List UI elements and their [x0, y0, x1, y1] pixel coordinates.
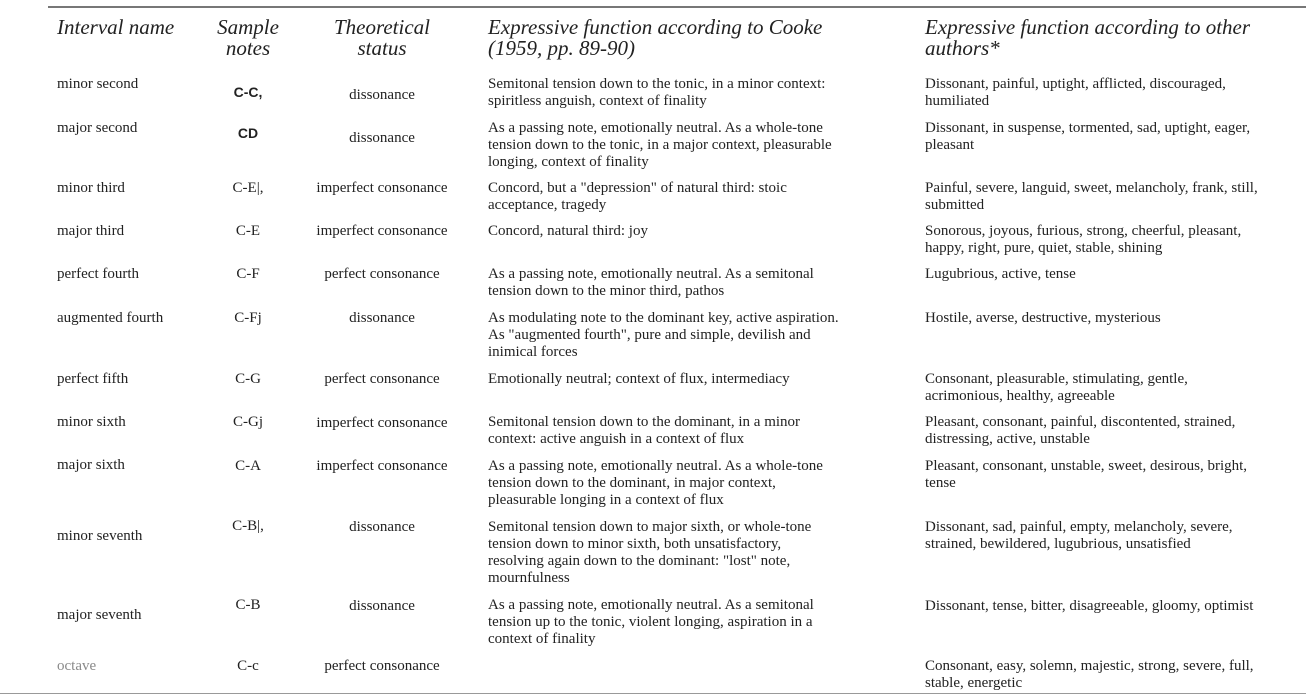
row-cooke-description [488, 223, 648, 240]
row-status: dissonance [349, 598, 415, 614]
row-interval-name: major sixth [57, 457, 125, 473]
cooke-line: inimical forces [488, 344, 578, 360]
header-sample-notes-line2: notes [225, 36, 271, 60]
other-line: Dissonant, tense, bitter, disagreeable, gloomy, optimist [925, 598, 1254, 614]
row-sample-notes: C-B [235, 597, 261, 613]
row-interval-name: perfect fourth [57, 266, 140, 282]
row-sample-notes: C-c [237, 658, 259, 674]
row-status: imperfect consonance [316, 180, 448, 196]
row-sample-notes: C-Gj [233, 414, 263, 430]
header-other-line2: authors* [925, 36, 1000, 60]
cooke-line: tension down to the dominant, in major context, [488, 475, 776, 491]
row-sample-notes: C-E [235, 223, 261, 239]
row-interval-name: major second [57, 120, 138, 136]
row-cooke-description [488, 519, 811, 587]
header-other-authors [925, 17, 1250, 59]
cooke-line: mournfulness [488, 570, 570, 586]
other-line: happy, right, pure, quiet, stable, shining [925, 240, 1163, 256]
row-sample-notes: C-A [235, 458, 261, 474]
header-other-line1: Expressive function according to other [925, 15, 1251, 39]
header-status-line2: status [357, 36, 407, 60]
row-status: dissonance [349, 310, 415, 326]
row-interval-name: major third [57, 223, 125, 239]
other-line: tense [925, 475, 956, 491]
cooke-line: longing, context of finality [488, 154, 649, 170]
other-line: Consonant, easy, solemn, majestic, strong, severe, full, [925, 658, 1254, 674]
row-cooke-description [488, 310, 839, 361]
row-other-description [925, 371, 1188, 405]
row-status: imperfect consonance [316, 223, 448, 239]
cooke-line: Semitonal tension down to the dominant, in a minor [488, 414, 801, 430]
cooke-line: acceptance, tragedy [488, 197, 607, 213]
cooke-line: tension down to minor sixth, both unsatisfactory, [488, 536, 782, 552]
row-status: perfect consonance [324, 658, 440, 674]
row-cooke-description [488, 371, 790, 388]
header-cooke-line1: Expressive function according to Cooke [488, 15, 823, 39]
cooke-line: As a passing note, emotionally neutral. As a whole-tone [488, 120, 823, 136]
cooke-line: As modulating note to the dominant key, active aspiration. [488, 310, 839, 326]
other-line: strained, bewildered, lugubrious, unsatisfied [925, 536, 1191, 552]
row-status: perfect consonance [324, 266, 440, 282]
other-line: Hostile, averse, destructive, mysterious [925, 310, 1161, 326]
row-cooke-description [488, 76, 825, 110]
header-cooke [488, 17, 822, 59]
other-line: Pleasant, consonant, painful, discontented, strained, [925, 414, 1236, 430]
row-sample-notes: C-C, [233, 84, 263, 100]
other-line: submitted [925, 197, 985, 213]
cooke-line: resolving again down to the dominant: "lost" note, [488, 553, 791, 569]
other-line: Lugubrious, active, tense [925, 266, 1076, 282]
header-sample-notes-line1: Sample [217, 15, 279, 39]
cooke-line: tension down to the tonic, in a major context, pleasurable [488, 137, 832, 153]
header-interval-name: Interval name [57, 15, 175, 39]
cooke-line: Semitonal tension down to the tonic, in a minor context: [488, 76, 826, 92]
row-other-description [925, 266, 1076, 283]
row-other-description [925, 223, 1241, 257]
row-other-description [925, 414, 1235, 448]
header-cooke-line2: (1959, pp. 89-90) [488, 36, 635, 60]
row-interval-name: minor second [57, 76, 139, 92]
cooke-line: As a passing note, emotionally neutral. As a whole-tone [488, 458, 823, 474]
row-status: perfect consonance [324, 371, 440, 387]
row-sample-notes: C-B|, [232, 518, 264, 534]
cooke-line: As a passing note, emotionally neutral. As a semitonal [488, 597, 814, 613]
other-line: Pleasant, consonant, unstable, sweet, desirous, bright, [925, 458, 1248, 474]
row-other-description [925, 458, 1247, 492]
row-sample-notes: CD [237, 125, 259, 141]
header-status-line1: Theoretical [333, 15, 431, 39]
row-sample-notes: C-F [236, 266, 260, 282]
row-interval-name: minor seventh [57, 528, 143, 544]
row-status: dissonance [349, 519, 415, 535]
row-interval-name: major seventh [57, 607, 142, 623]
row-status: dissonance [349, 87, 415, 103]
header-theoretical-status [298, 17, 466, 59]
row-other-description [925, 658, 1254, 692]
row-other-description [925, 180, 1258, 214]
row-cooke-description [488, 414, 800, 448]
other-line: pleasant [925, 137, 975, 153]
row-cooke-description [488, 458, 823, 509]
cooke-line: tension up to the tonic, violent longing, aspiration in a [488, 614, 813, 630]
row-status: imperfect consonance [316, 415, 448, 431]
row-interval-name: perfect fifth [57, 371, 129, 387]
cooke-line: tension down to the minor third, pathos [488, 283, 725, 299]
row-interval-name: minor third [57, 180, 125, 196]
other-line: Dissonant, painful, uptight, afflicted, discouraged, [925, 76, 1226, 92]
cooke-line: As "augmented fourth", pure and simple, devilish and [488, 327, 811, 343]
row-cooke-description [488, 120, 832, 171]
other-line: Dissonant, sad, painful, empty, melancholy, severe, [925, 519, 1233, 535]
other-line: stable, energetic [925, 675, 1023, 691]
row-other-description [925, 120, 1250, 154]
other-line: Consonant, pleasurable, stimulating, gentle, [925, 371, 1188, 387]
row-sample-notes: C-G [235, 371, 261, 387]
table-top-rule [48, 6, 1306, 8]
cooke-line: As a passing note, emotionally neutral. As a semitonal [488, 266, 814, 282]
other-line: humiliated [925, 93, 990, 109]
cooke-line: Emotionally neutral; context of flux, intermediacy [488, 371, 790, 387]
cooke-line: spiritless anguish, context of finality [488, 93, 707, 109]
page-bottom-edge [0, 693, 1306, 694]
row-status: dissonance [349, 130, 415, 146]
row-cooke-description [488, 266, 814, 300]
cooke-line: Semitonal tension down to major sixth, or whole-tone [488, 519, 812, 535]
other-line: Dissonant, in suspense, tormented, sad, uptight, eager, [925, 120, 1251, 136]
row-other-description [925, 310, 1161, 327]
cooke-line: pleasurable longing in a context of flux [488, 492, 724, 508]
row-other-description [925, 519, 1233, 553]
row-interval-name: minor sixth [57, 414, 126, 430]
cooke-line: context of finality [488, 631, 596, 647]
row-interval-name: octave [57, 658, 97, 674]
other-line: distressing, active, unstable [925, 431, 1090, 447]
other-line: Sonorous, joyous, furious, strong, cheerful, pleasant, [925, 223, 1242, 239]
row-cooke-description [488, 597, 814, 648]
cooke-line: Concord, but a "depression" of natural third: stoic [488, 180, 787, 196]
header-sample-notes [200, 17, 296, 59]
row-interval-name: augmented fourth [57, 310, 164, 326]
row-other-description [925, 76, 1226, 110]
other-line: acrimonious, healthy, agreeable [925, 388, 1115, 404]
row-other-description [925, 598, 1253, 615]
row-sample-notes: C-Fj [234, 310, 262, 326]
cooke-line: Concord, natural third: joy [488, 223, 648, 239]
row-status: imperfect consonance [316, 458, 448, 474]
cooke-line: context: active anguish in a context of flux [488, 431, 745, 447]
row-sample-notes: C-E|, [232, 180, 264, 196]
other-line: Painful, severe, languid, sweet, melancholy, frank, still, [925, 180, 1258, 196]
row-cooke-description [488, 180, 787, 214]
